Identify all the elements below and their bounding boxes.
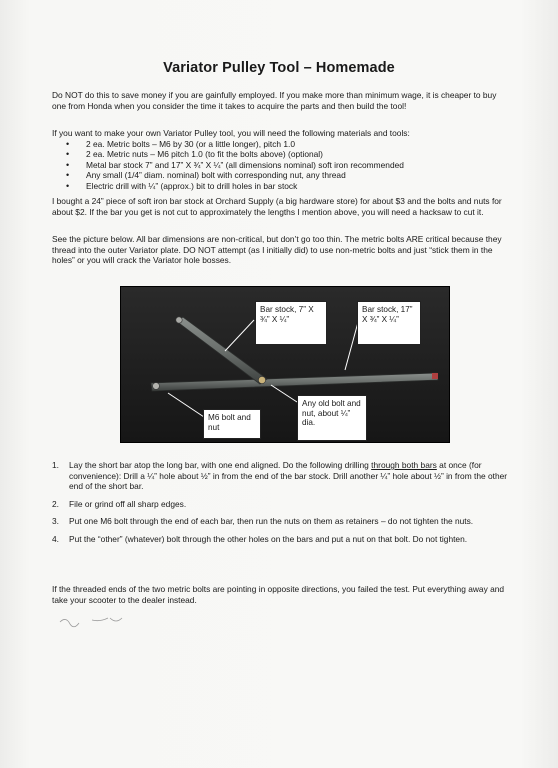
- list-item: • 2 ea. Metric nuts – M6 pitch 1.0 (to fit the bolts above) (optional): [66, 149, 506, 159]
- m6-bolt: [153, 383, 160, 390]
- intro-paragraph: Do NOT do this to save money if you are gainfully employed. If you make more than minimum wage, it is cheaper to buy one from Honda when you consider the time it takes to acquire the parts and then build the tool!: [52, 90, 497, 111]
- materials-list: [66, 139, 506, 191]
- callout-short-bar: Bar stock, 7” X ¾” X ¼”: [255, 301, 327, 345]
- step-text: Put the “other” (whatever) bolt through the other holes on the bars and put a nut on that bolt. Do not tighten.: [69, 533, 468, 544]
- see-picture-paragraph: See the picture below. All bar dimensions are non-critical, but don’t go too thin. The metric bolts ARE critical because they thread into the outer Variator plate. DO NOT attempt (as I initially did) to use non-metric bolts and just “stick them in the holes” or you will crack the Variator hole bosses.: [52, 234, 502, 266]
- callout-m6-bolt: M6 bolt and nut: [203, 409, 261, 439]
- pivot-bolt: [258, 376, 265, 383]
- step-number: 2.: [52, 498, 59, 509]
- instruction-steps: [52, 460, 508, 552]
- step-text: Lay the short bar atop the long bar, with one end aligned. Do the following drilling: [69, 460, 372, 470]
- step-item: [52, 460, 508, 492]
- step-item: [52, 499, 508, 510]
- closing-paragraph: If the threaded ends of the two metric bolts are pointing in opposite directions, you failed the test. Put everything away and take your scooter to the dealer instead.: [52, 584, 505, 605]
- list-item: • Metal bar stock 7” and 17” X ¾” X ¼” (all dimensions nominal) soft iron recommended: [66, 160, 506, 170]
- bought-paragraph: I bought a 24” piece of soft iron bar stock at Orchard Supply (a big hardware store) for about $3 and the bolts and nuts for about $2. If the bar you get is not cut to approximately the lengths I mention above, you will need a hacksaw to cut it.: [52, 196, 502, 217]
- step-item: [52, 534, 508, 545]
- step-number: 3.: [52, 516, 59, 527]
- tool-photo: [120, 286, 450, 443]
- step-item: [52, 516, 508, 527]
- step-text: at once (for convenience): Drill a ¼” hole about ½” in from the end of the bar stock. Drill another ¼” hole about ½” in from the other end of the short bar.: [69, 460, 508, 492]
- step-text-underlined: through both bars: [371, 460, 437, 470]
- step-text: Put one M6 bolt through the end of each bar, then run the nuts on them as retainers – do not tighten the nuts.: [69, 516, 474, 527]
- list-item: • Electric drill with ¼” (approx.) bit to drill holes in bar stock: [66, 181, 506, 191]
- step-number: 4.: [52, 533, 59, 544]
- m6-bolt: [176, 317, 182, 323]
- step-number: 1.: [52, 460, 59, 470]
- bar-end-mark: [432, 373, 438, 379]
- list-item: • Any small (1/4” diam. nominal) bolt with corresponding nut, any thread: [66, 170, 506, 180]
- handwritten-scribble: [52, 610, 172, 630]
- callout-old-bolt: Any old bolt and nut, about ¼” dia.: [297, 395, 367, 441]
- page-title: Variator Pulley Tool – Homemade: [163, 60, 395, 76]
- list-item: • 2 ea. Metric bolts – M6 by 30 (or a little longer), pitch 1.0: [66, 139, 506, 149]
- step-text: File or grind off all sharp edges.: [69, 498, 187, 509]
- callout-long-bar: Bar stock, 17” X ¾” X ¼”: [357, 301, 421, 345]
- materials-intro: If you want to make your own Variator Pulley tool, you will need the following materials and tools:: [52, 128, 410, 138]
